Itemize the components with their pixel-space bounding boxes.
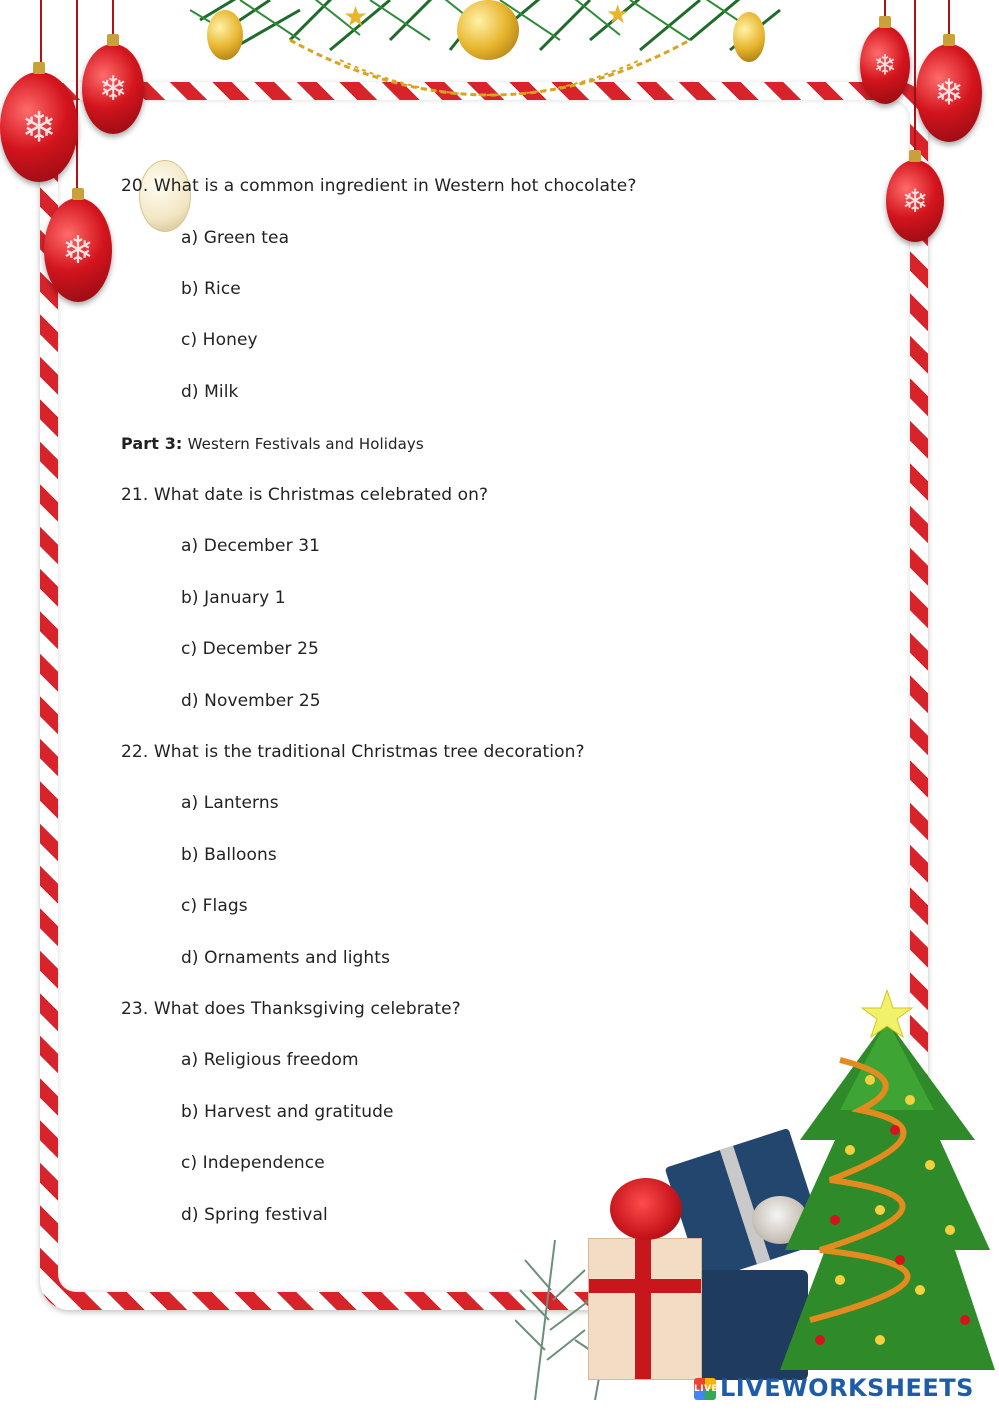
option-23d[interactable]: d) Spring festival: [181, 1205, 328, 1225]
part3-label: Part 3:: [121, 434, 183, 453]
gold-bauble-right: [733, 12, 765, 62]
gold-bauble-center: [457, 0, 519, 60]
red-ornament-icon: ❄: [860, 26, 910, 104]
part3-title: Western Festivals and Holidays: [187, 435, 424, 453]
option-21b[interactable]: b) January 1: [181, 588, 286, 608]
option-20b[interactable]: b) Rice: [181, 279, 241, 299]
option-21a[interactable]: a) December 31: [181, 536, 321, 556]
glass-ornament-icon: [139, 160, 191, 232]
option-23c[interactable]: c) Independence: [181, 1153, 325, 1173]
option-20d[interactable]: d) Milk: [181, 382, 239, 402]
red-bow-icon: [610, 1178, 682, 1240]
question-20: 20. What is a common ingredient in Western hot chocolate?: [121, 176, 637, 196]
option-23b[interactable]: b) Harvest and gratitude: [181, 1102, 394, 1122]
option-22a[interactable]: a) Lanterns: [181, 793, 279, 813]
liveworksheets-watermark: [694, 1374, 974, 1402]
red-ornament-icon: ❄: [916, 44, 982, 142]
star-left-icon: ★: [343, 0, 369, 33]
liveworksheets-logo-icon: LIVE: [694, 1378, 716, 1400]
option-20c[interactable]: c) Honey: [181, 330, 258, 350]
question-23: 23. What does Thanksgiving celebrate?: [121, 999, 461, 1019]
option-22c[interactable]: c) Flags: [181, 896, 248, 916]
option-23a[interactable]: a) Religious freedom: [181, 1050, 359, 1070]
option-21d[interactable]: d) November 25: [181, 691, 321, 711]
part3-heading: [121, 434, 424, 453]
red-ornament-icon: ❄: [82, 44, 144, 134]
question-22: 22. What is the traditional Christmas tree decoration?: [121, 742, 585, 762]
red-ornament-icon: ❄: [0, 72, 78, 182]
christmas-tree-icon: [780, 990, 995, 1390]
ornament-ribbon: [76, 0, 78, 190]
gold-bauble-left: [207, 10, 243, 60]
option-21c[interactable]: c) December 25: [181, 639, 319, 659]
question-21: 21. What date is Christmas celebrated on?: [121, 485, 489, 505]
cream-gift-box-icon: [588, 1238, 702, 1380]
option-22d[interactable]: d) Ornaments and lights: [181, 948, 391, 968]
watermark-text: LIVEWORKSHEETS: [720, 1374, 974, 1402]
red-ornament-icon: ❄: [44, 198, 112, 302]
option-22b[interactable]: b) Balloons: [181, 845, 277, 865]
red-ornament-icon: ❄: [886, 160, 944, 242]
option-20a[interactable]: a) Green tea: [181, 228, 290, 248]
star-right-icon: ★: [606, 0, 630, 30]
